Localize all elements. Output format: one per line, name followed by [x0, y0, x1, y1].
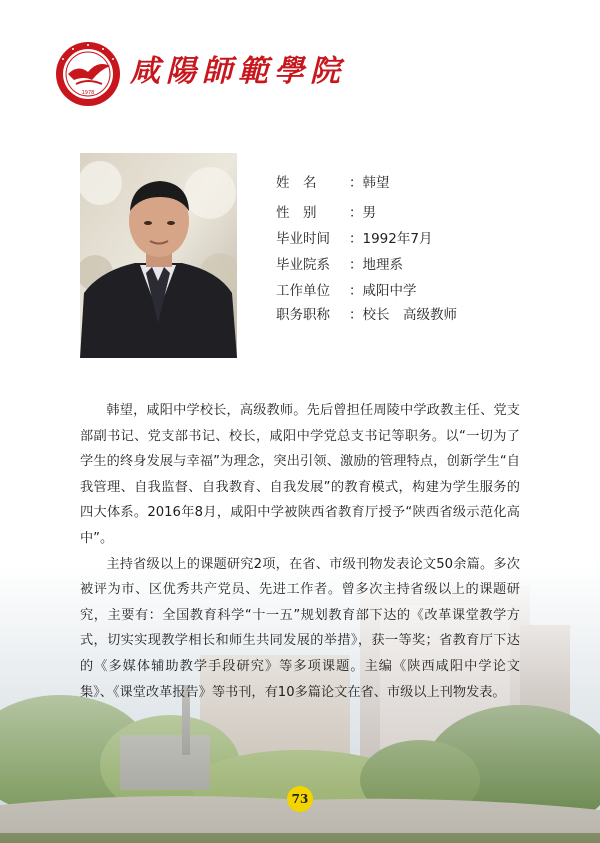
field-value: 1992年7月 [362, 231, 433, 247]
logo-year: 1978 [81, 90, 95, 96]
field-value: 韩望 [362, 175, 390, 191]
field-name: 姓 名 ：韩望 [276, 170, 390, 196]
field-gender: 性 别 ：男 [276, 200, 376, 226]
field-label: 职务职称 [276, 307, 330, 323]
field-label: 毕业时间 [276, 231, 330, 247]
field-value: 咸阳中学 [362, 283, 417, 299]
field-graduation-time: 毕业时间 ：1992年7月 [276, 226, 432, 252]
field-value: 校长 高级教师 [362, 307, 457, 323]
bio-paragraph: 主持省级以上的课题研究2项，在省、市级刊物发表论文50余篇。多次被评为市、区优秀共产党员、先进工作者。曾多次主持省级以上的课题研究，主要有：全国教育科学“十一五”规划教育部下达的《改革课堂教学方式，切实实现教学相长和师生共同发展的举措》，获一等奖；省教育厅下达的《多媒体辅助教学手段研究》等多项课题。主编《陕西咸阳中学论文集》、《课堂改革报告》等书刊，有10多篇论文在省、市级以上刊物发表。 [80, 556, 520, 700]
page-number: 73 [287, 786, 313, 812]
field-position: 职务职称 ：校长 高级教师 [276, 302, 457, 328]
school-name: 咸陽師範學院 [130, 54, 346, 89]
portrait-photo [80, 153, 237, 358]
biography [80, 398, 520, 705]
field-label: 工作单位 [276, 283, 330, 299]
school-logo [54, 40, 122, 108]
field-value: 地理系 [362, 257, 403, 273]
field-department: 毕业院系 ：地理系 [276, 252, 403, 278]
bio-paragraph: 韩望，咸阳中学校长，高级教师。先后曾担任周陵中学政教主任、党支部副书记、党支部书记、校长，咸阳中学党总支书记等职务。以“一切为了学生的终身发展与幸福”为理念，突出引领、激励的管理特点，创新学生“自我管理、自我监督、自我教育、自我发展”的教育模式，构建为学生服务的四大体系。2016年8月，咸阳中学被陕西省教育厅授予“陕西省级示范化高中”。 [80, 403, 520, 546]
field-label: 姓 名 [276, 175, 317, 191]
field-value: 男 [362, 205, 376, 221]
field-label: 性 别 [276, 205, 317, 221]
field-workplace: 工作单位 ：咸阳中学 [276, 278, 417, 304]
field-label: 毕业院系 [276, 257, 330, 273]
